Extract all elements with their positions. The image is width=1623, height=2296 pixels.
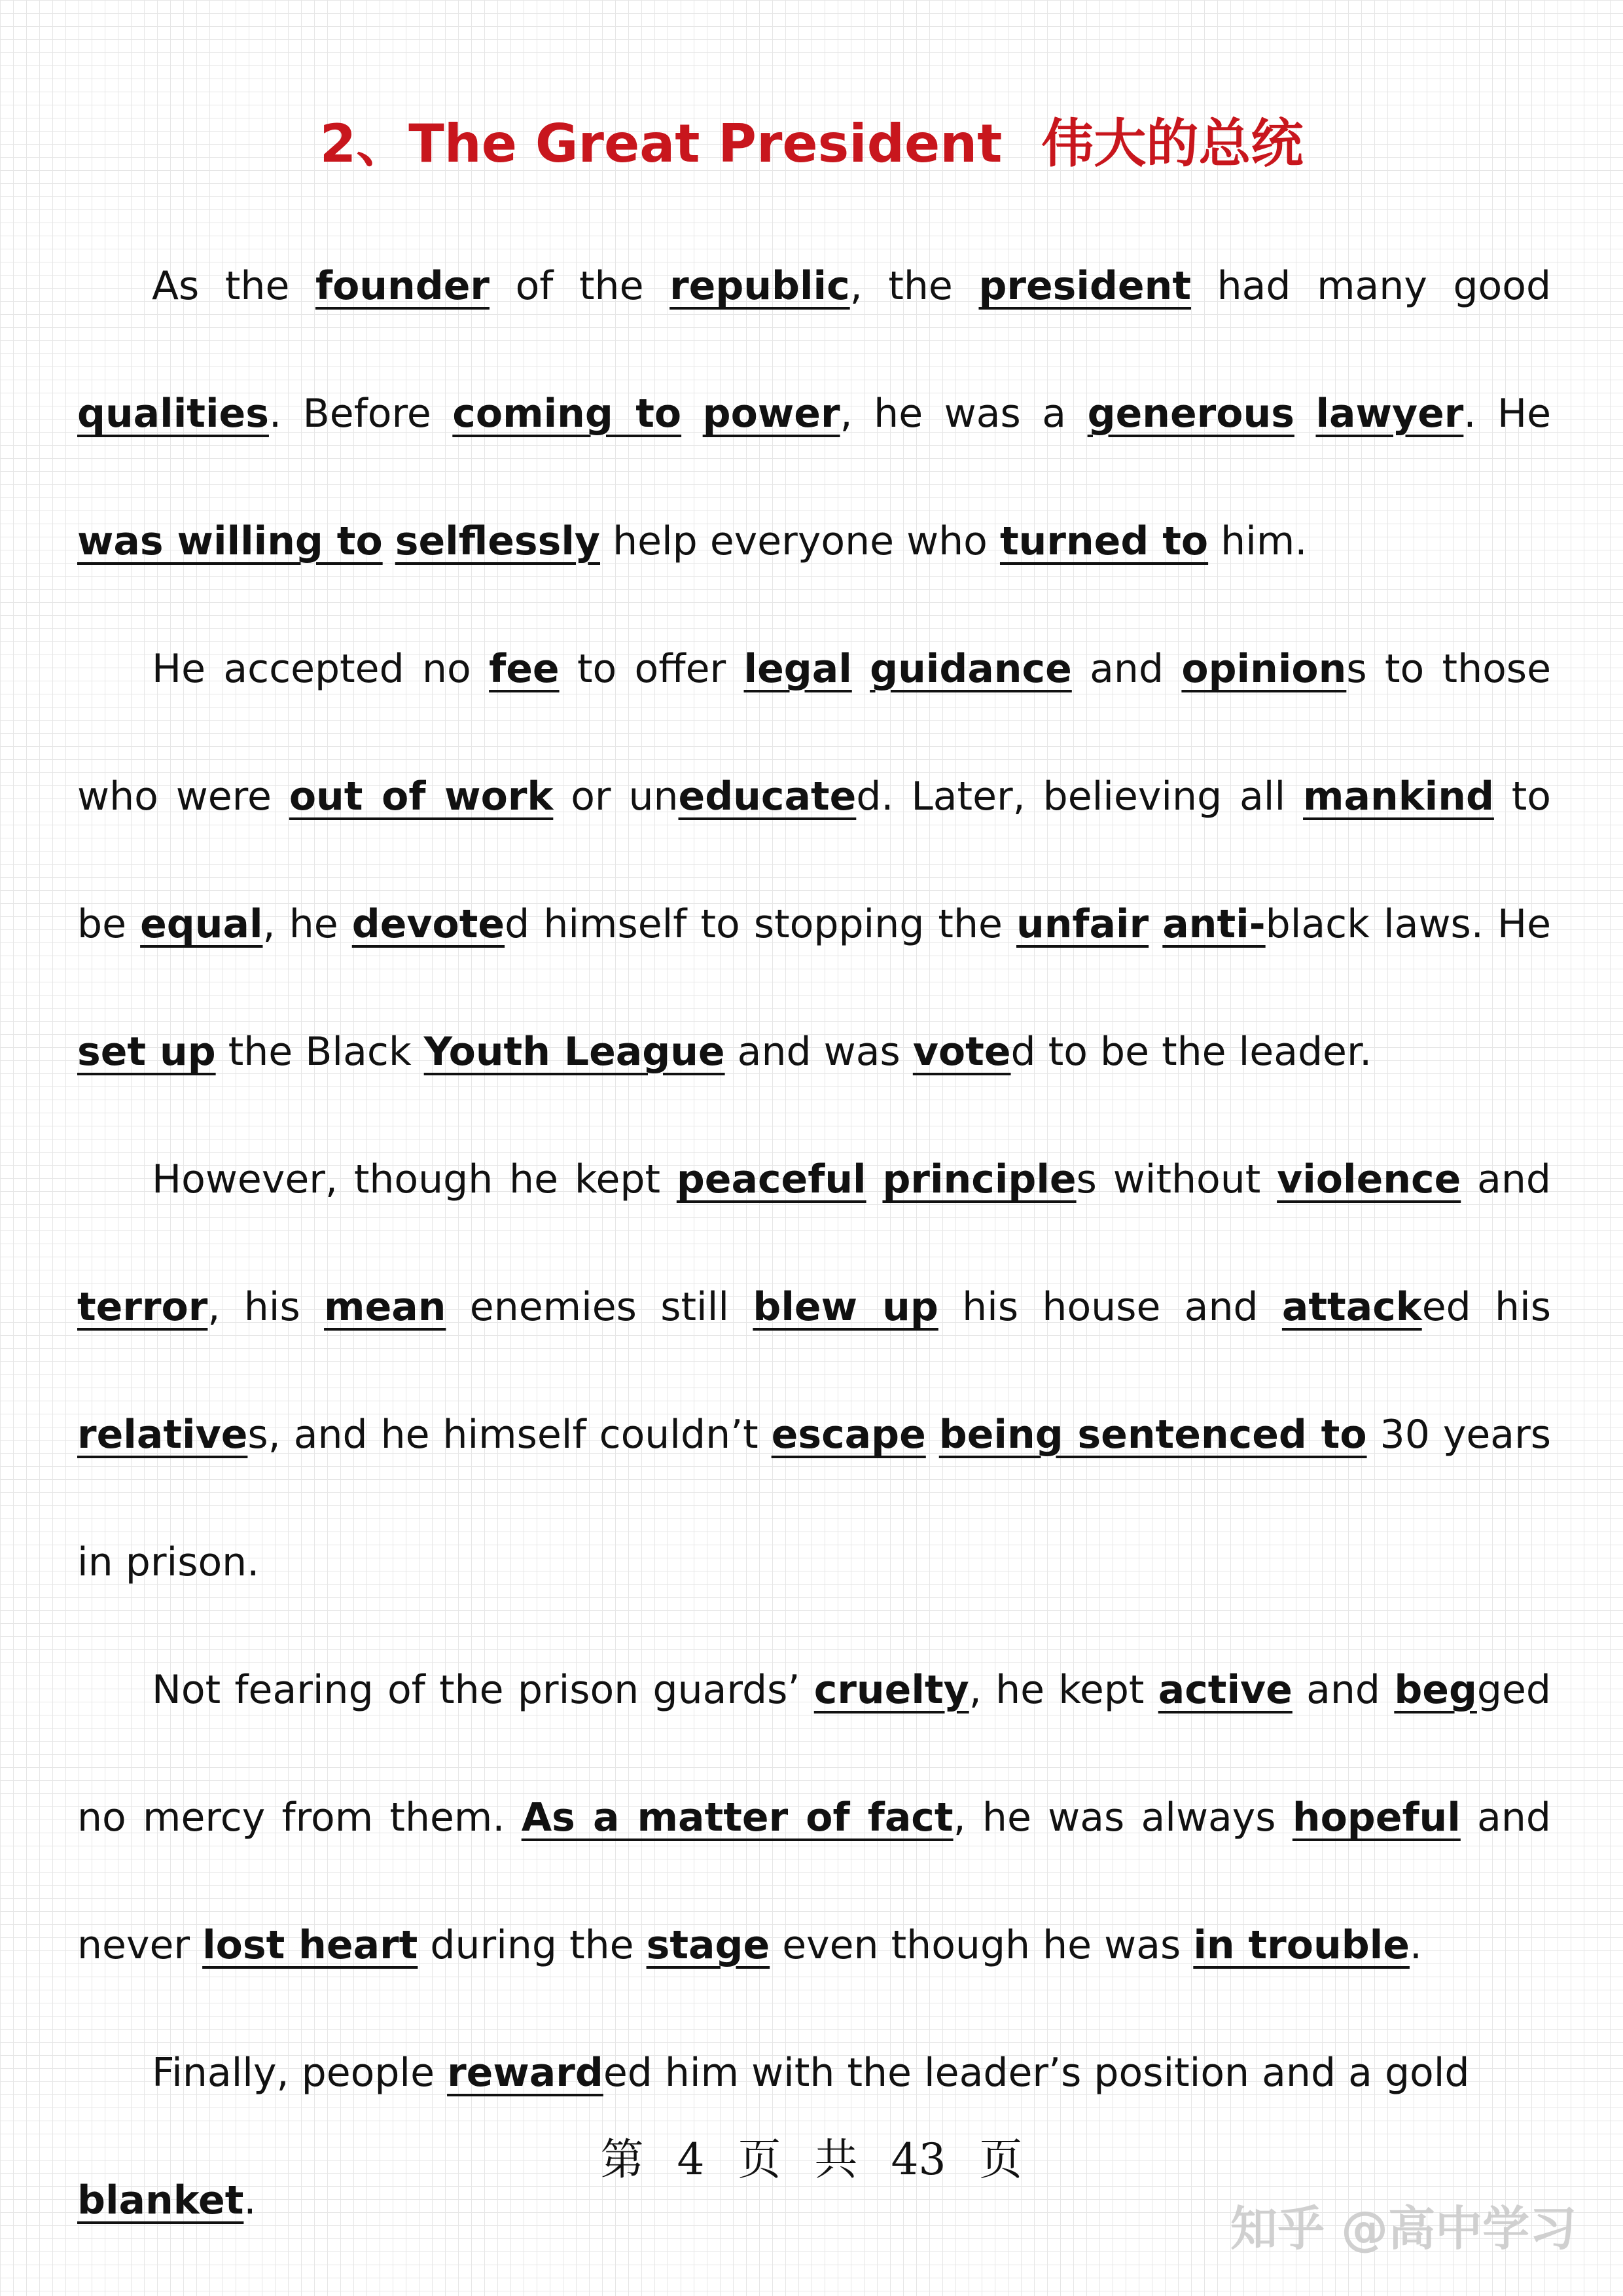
text-segment: , the [849, 263, 979, 309]
keyword-underlined: Youth League [423, 1029, 725, 1075]
keyword-underlined: principle [882, 1157, 1077, 1202]
keyword-underlined: qualities [77, 391, 269, 437]
keyword-underlined: generous [1087, 391, 1294, 437]
keyword-underlined: educate [678, 774, 857, 819]
keyword-underlined: in trouble [1193, 1922, 1410, 1968]
keyword-underlined: out of work [289, 774, 554, 819]
title-chinese: 伟大的总统 [1041, 113, 1304, 174]
keyword-underlined: devote [351, 901, 505, 947]
text-segment: and never [77, 1795, 1551, 1968]
text-segment [383, 518, 395, 564]
text-segment: had many good [1191, 263, 1552, 309]
text-segment: the Black [215, 1029, 424, 1075]
text-segment [681, 391, 703, 437]
text-segment: help everyone who [600, 518, 1000, 564]
keyword-underlined: anti- [1162, 901, 1266, 947]
document-title [0, 105, 1623, 183]
text-segment: ed him with the leader’s position and a gold [603, 2050, 1470, 2096]
text-segment: He accepted no [152, 646, 490, 692]
keyword-underlined: vote [912, 1029, 1011, 1075]
text-segment: , his [207, 1284, 325, 1330]
keyword-underlined: being sentenced to [938, 1412, 1367, 1458]
keyword-underlined: lost heart [202, 1922, 418, 1968]
text-segment [926, 1412, 939, 1458]
keyword-underlined: As a matter of fact [521, 1795, 954, 1840]
text-segment: However, though he kept [152, 1157, 677, 1202]
text-segment: during the [418, 1922, 647, 1968]
text-segment: d. Later, believing all [856, 774, 1304, 819]
paragraph [77, 223, 1551, 605]
paragraph [77, 1626, 1551, 2009]
keyword-underlined: blew up [753, 1284, 938, 1330]
keyword-underlined: mean [324, 1284, 446, 1330]
keyword-underlined: set up [77, 1029, 216, 1075]
keyword-underlined: power [702, 391, 840, 437]
text-segment: , he was a [840, 391, 1088, 437]
keyword-underlined: hopeful [1292, 1795, 1461, 1840]
paragraph [77, 1116, 1551, 1626]
text-segment: . He [1463, 391, 1552, 437]
text-segment: . [243, 2178, 257, 2223]
text-segment: and was [724, 1029, 913, 1075]
text-segment: s to those who were [77, 646, 1551, 819]
text-segment: d himself to stopping the [505, 901, 1016, 947]
text-segment: and [1461, 1157, 1551, 1202]
text-segment: enemies still [446, 1284, 753, 1330]
keyword-underlined: stage [646, 1922, 770, 1968]
text-segment: . [1409, 1922, 1422, 1968]
title-english: 2、The Great President [319, 113, 1003, 174]
keyword-underlined: peaceful [676, 1157, 866, 1202]
page-footer: 第 4 页 共 43 页 [600, 2134, 1023, 2185]
text-segment: d to be the leader. [1010, 1029, 1372, 1075]
keyword-underlined: legal [743, 646, 852, 692]
keyword-underlined: terror [77, 1284, 208, 1330]
text-segment [852, 646, 870, 692]
text-segment: , he was always [953, 1795, 1293, 1840]
keyword-underlined: mankind [1303, 774, 1494, 819]
keyword-underlined: turned to [999, 518, 1209, 564]
text-segment: black laws. He [1265, 901, 1551, 947]
text-segment [1149, 901, 1162, 947]
text-segment [866, 1157, 883, 1202]
keyword-underlined: attack [1281, 1284, 1422, 1330]
text-segment: and [1292, 1667, 1395, 1713]
text-segment: him. [1208, 518, 1308, 564]
text-segment [1294, 391, 1316, 437]
watermark: 知乎 @高中学习 [1230, 2201, 1577, 2256]
text-segment: and [1071, 646, 1182, 692]
paragraph [77, 605, 1551, 1116]
text-segment: As the [152, 263, 315, 309]
keyword-underlined: escape [771, 1412, 926, 1458]
text-segment: ed his [1421, 1284, 1551, 1330]
text-segment: to offer [559, 646, 744, 692]
keyword-underlined: selflessly [395, 518, 600, 564]
text-segment: . Before [268, 391, 453, 437]
text-segment: his house and [938, 1284, 1282, 1330]
keyword-underlined: active [1158, 1667, 1293, 1713]
keyword-underlined: coming to [452, 391, 682, 437]
text-segment: s without [1076, 1157, 1277, 1202]
text-segment: ged no mercy from them. [77, 1667, 1551, 1840]
keyword-underlined: blanket [77, 2178, 244, 2223]
keyword-underlined: fee [489, 646, 560, 692]
keyword-underlined: president [978, 263, 1192, 309]
keyword-underlined: lawyer [1315, 391, 1464, 437]
keyword-underlined: republic [669, 263, 850, 309]
keyword-underlined: relative [77, 1412, 248, 1458]
text-segment: of the [489, 263, 670, 309]
text-segment: s, and he himself couldn’t [247, 1412, 772, 1458]
keyword-underlined: opinion [1181, 646, 1347, 692]
text-segment: , he [262, 901, 352, 947]
keyword-underlined: violence [1277, 1157, 1461, 1202]
keyword-underlined: equal [140, 901, 263, 947]
keyword-underlined: unfair [1016, 901, 1149, 947]
text-segment: even though he was [770, 1922, 1194, 1968]
text-segment: 30 years in prison. [77, 1412, 1551, 1585]
keyword-underlined: founder [315, 263, 490, 309]
text-segment: to be [77, 774, 1552, 947]
keyword-underlined: was willing to [77, 518, 383, 564]
text-segment: , he kept [969, 1667, 1158, 1713]
keyword-underlined: cruelty [813, 1667, 969, 1713]
keyword-underlined: beg [1394, 1667, 1477, 1713]
keyword-underlined: guidance [870, 646, 1072, 692]
document-body [77, 223, 1551, 2265]
text-segment: Finally, people [152, 2050, 448, 2096]
keyword-underlined: reward [447, 2050, 603, 2096]
text-segment: or un [553, 774, 679, 819]
text-segment: Not fearing of the prison guards’ [152, 1667, 814, 1713]
